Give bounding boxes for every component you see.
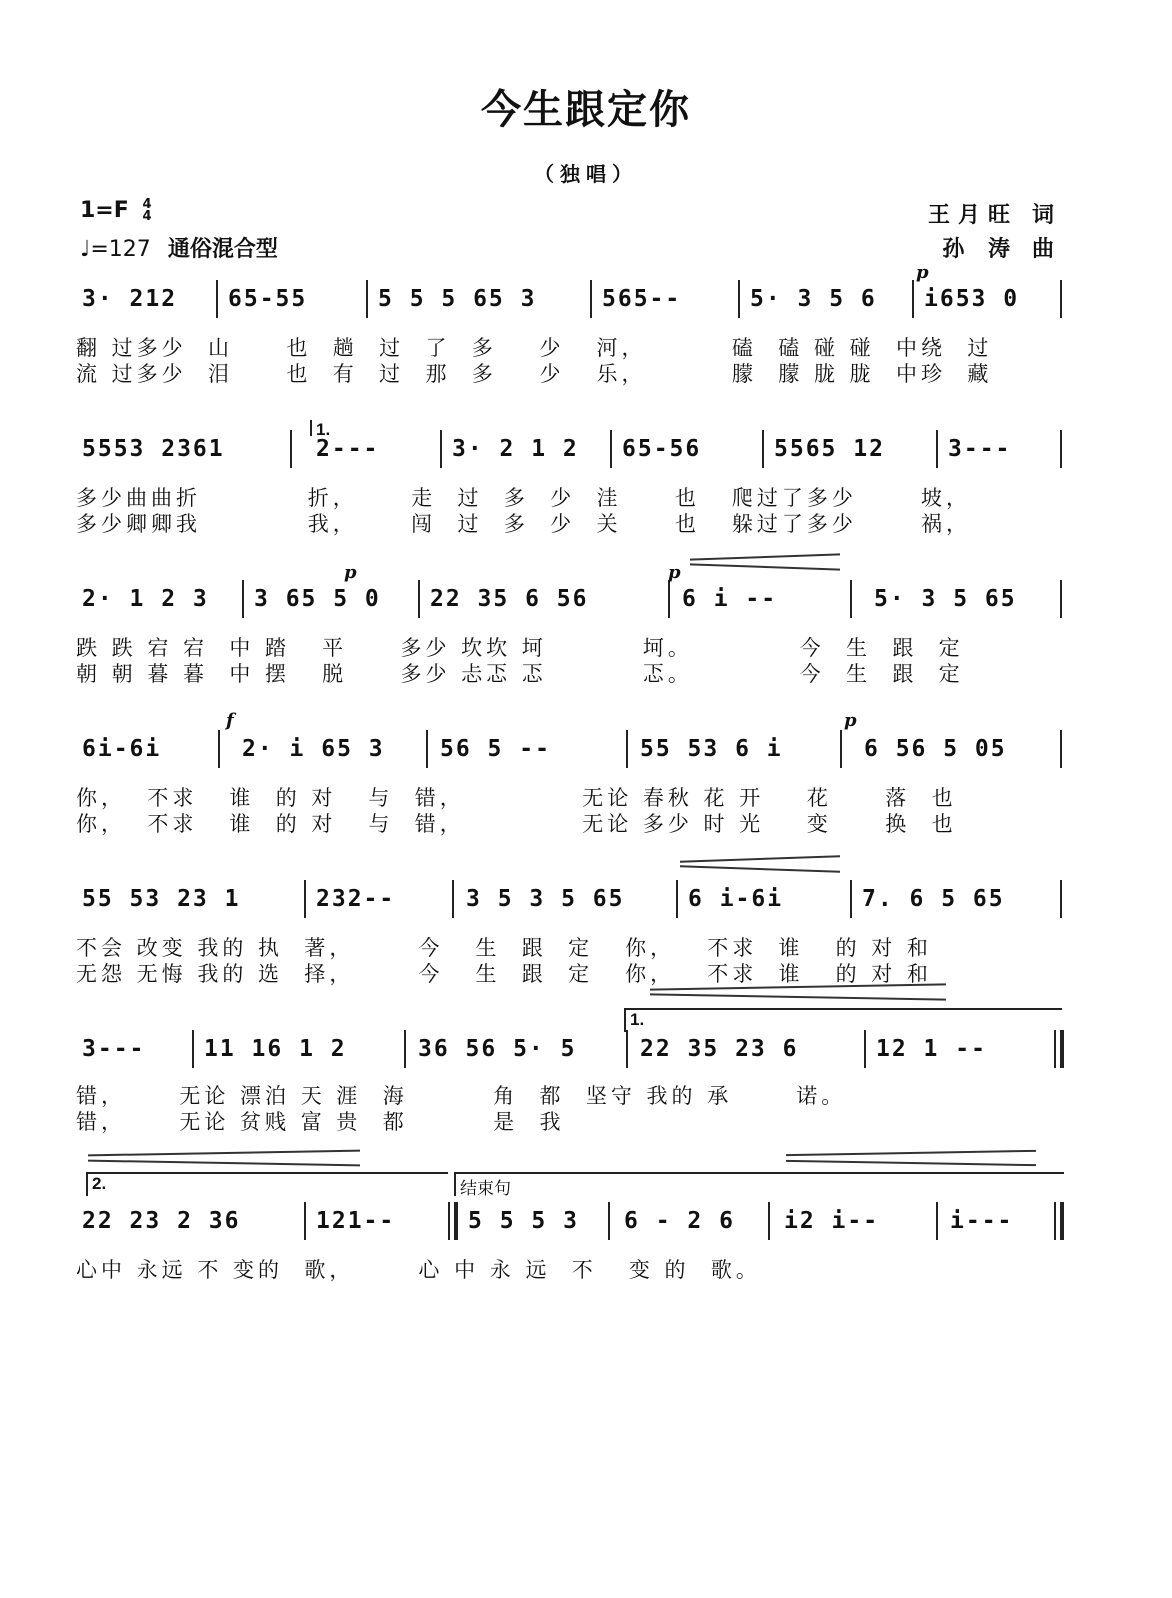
time-signature-bottom: 4 (142, 209, 152, 224)
decrescendo-hairpin (786, 1160, 1036, 1166)
barline (404, 1030, 406, 1068)
measure: 3 65 5 0 (254, 586, 381, 612)
barline (850, 580, 852, 618)
measure: 6 56 5 05 (864, 736, 1007, 762)
measure: 7. 6 5 65 (862, 886, 1005, 912)
barline (610, 430, 612, 468)
barline (738, 280, 740, 318)
tempo-value: ♩=127 (80, 237, 151, 262)
final-barline (454, 1202, 458, 1240)
measure: 232-- (316, 886, 396, 912)
lyrics-line-3-verse-2: 朝 朝 暮 暮 中 摆 脱 多少 忐忑 忑 忑。 今 生 跟 定 (76, 662, 964, 686)
barline (912, 280, 914, 318)
measure: 5 5 5 65 3 (378, 286, 537, 312)
time-signature (142, 199, 151, 223)
ending-phrase-bracket: 结束句 (454, 1172, 1064, 1196)
dynamic-piano: p (844, 710, 857, 731)
measure: 3 5 3 5 65 (466, 886, 625, 912)
barline (304, 1202, 306, 1240)
repeat-barline (1054, 1030, 1056, 1068)
dynamic-piano: p (668, 562, 681, 583)
barline (850, 880, 852, 918)
lyrics-line-2-verse-1: 多少曲曲折 折， 走 过 多 少 洼 也 爬过了多少 坡， (76, 486, 971, 510)
barline (840, 730, 842, 768)
dynamic-forte: f (226, 710, 234, 731)
crescendo-hairpin (650, 993, 946, 1000)
barline (242, 580, 244, 618)
lyrics-line-5-verse-2: 无怨 无悔 我的 选 择， 今 生 跟 定 你， 不求 谁 的 对 和 (76, 962, 932, 986)
decrescendo-hairpin (680, 865, 840, 873)
dynamic-piano: p (344, 562, 357, 583)
measure: 3· 2 1 2 (452, 436, 579, 462)
measure: 5565 12 (774, 436, 885, 462)
barline (864, 1030, 866, 1068)
barline (626, 730, 628, 768)
barline (426, 730, 428, 768)
barline (192, 1030, 194, 1068)
lyrics-line-1-verse-1: 翻 过多少 山 也 趟 过 了 多 少 河， 磕 磕 碰 碰 中绕 过 (76, 336, 993, 360)
measure: i--- (950, 1208, 1014, 1234)
measure: 56 5 -- (440, 736, 551, 762)
measure: 22 35 6 56 (430, 586, 589, 612)
decrescendo-hairpin (690, 553, 840, 560)
measure: 22 35 23 6 (640, 1036, 799, 1062)
decrescendo-hairpin (690, 563, 840, 570)
measure: 2--- (316, 436, 380, 462)
final-barline (1054, 1202, 1056, 1240)
lyrics-line-4-verse-1: 你， 不求 谁 的 对 与 错， 无论 春秋 花 开 花 落 也 (76, 786, 957, 810)
barline (590, 280, 592, 318)
measure: 5· 3 5 65 (874, 586, 1017, 612)
barline (626, 1030, 628, 1068)
decrescendo-hairpin (786, 1150, 1036, 1156)
notation-line-3 (78, 586, 1068, 620)
barline (304, 880, 306, 918)
dynamic-piano: p (916, 262, 929, 283)
barline (440, 430, 442, 468)
measure: 6i-6i (82, 736, 162, 762)
barline (936, 430, 938, 468)
decrescendo-hairpin (680, 855, 840, 863)
barline (768, 1202, 770, 1240)
measure: 65-55 (228, 286, 308, 312)
measure: 6 - 2 6 (624, 1208, 735, 1234)
style-label: 通俗混合型 (167, 237, 278, 262)
measure: 65-56 (622, 436, 702, 462)
barline (216, 280, 218, 318)
measure: 3--- (82, 1036, 146, 1062)
barline (762, 430, 764, 468)
page-title: 今生跟定你 (481, 87, 691, 133)
key-signature (80, 198, 152, 223)
measure: 11 16 1 2 (204, 1036, 347, 1062)
final-barline (1060, 1202, 1064, 1240)
lyrics-line-2-verse-2: 多少卿卿我 我， 闯 过 多 少 关 也 躲过了多少 祸， (76, 512, 971, 536)
lyricist-name: 王月旺 (927, 203, 1018, 228)
measure: 6 i -- (682, 586, 778, 612)
barline (452, 880, 454, 918)
notation-line-4 (78, 736, 1068, 770)
measure: 6 i-6i (688, 886, 784, 912)
volta-first-ending: 1. (624, 1008, 1062, 1032)
subtitle: （独唱） (534, 162, 638, 186)
lyricist-role: 词 (1031, 203, 1062, 228)
measure: 121-- (316, 1208, 396, 1234)
lyrics-line-1-verse-2: 流 过多少 泪 也 有 过 那 多 少 乐， 朦 朦 胧 胧 中珍 藏 (76, 362, 993, 386)
measure: 55 53 23 1 (82, 886, 241, 912)
composer-credit (942, 232, 1062, 263)
measure: 12 1 -- (876, 1036, 987, 1062)
decrescendo-hairpin (88, 1160, 360, 1167)
lyrics-line-6-verse-1: 错， 无论 漂泊 天 涯 海 角 都 坚守 我的 承 诺。 (76, 1084, 847, 1108)
barline (1060, 430, 1062, 468)
barline (418, 580, 420, 618)
barline (608, 1202, 610, 1240)
measure: 5 5 5 3 (468, 1208, 579, 1234)
time-signature-top: 4 (142, 197, 152, 212)
measure: 5· 3 5 6 (750, 286, 877, 312)
barline (676, 880, 678, 918)
volta-second-ending: 2. (86, 1172, 448, 1196)
barline (218, 730, 220, 768)
notation-line-2 (78, 436, 1068, 470)
measure: 5553 2361 (82, 436, 225, 462)
measure: i2 i-- (784, 1208, 880, 1234)
key-label: 1=F (80, 198, 129, 223)
composer-role: 曲 (1031, 237, 1062, 262)
measure: i653 0 (924, 286, 1020, 312)
notation-line-5 (78, 886, 1068, 920)
measure: 55 53 6 i (640, 736, 783, 762)
measure: 36 56 5· 5 (418, 1036, 577, 1062)
notation-line-1 (78, 286, 1068, 320)
lyrics-line-4-verse-2: 你， 不求 谁 的 对 与 错， 无论 多少 时 光 变 换 也 (76, 812, 957, 836)
lyrics-line-3-verse-1: 跌 跌 宕 宕 中 踏 平 多少 坎坎 坷 坷。 今 生 跟 定 (76, 636, 964, 660)
barline (290, 430, 292, 468)
notation-line-6 (78, 1036, 1068, 1070)
lyrics-line-5-verse-1: 不会 改变 我的 执 著， 今 生 跟 定 你， 不求 谁 的 对 和 (76, 936, 932, 960)
barline (366, 280, 368, 318)
notation-line-7 (78, 1208, 1068, 1242)
decrescendo-hairpin (88, 1150, 360, 1157)
final-barline (448, 1202, 450, 1240)
tempo-marking (80, 232, 278, 263)
barline (1060, 280, 1062, 318)
measure: 565-- (602, 286, 682, 312)
barline (1060, 580, 1062, 618)
measure: 2· 1 2 3 (82, 586, 209, 612)
lyrics-line-6-verse-2: 错， 无论 贫贱 富 贵 都 是 我 (76, 1110, 565, 1134)
lyrics-line-7-verse-1: 心中 永远 不 变的 歌， 心 中 永 远 不 变 的 歌。 (76, 1258, 761, 1282)
barline (668, 580, 670, 618)
repeat-barline (1060, 1030, 1064, 1068)
measure: 3--- (948, 436, 1012, 462)
composer-name: 孙 涛 (942, 237, 1018, 262)
volta-first-mark: 1. (310, 420, 330, 436)
lyricist-credit (928, 198, 1062, 229)
measure: 22 23 2 36 (82, 1208, 241, 1234)
measure: 2· i 65 3 (242, 736, 385, 762)
measure: 3· 212 (82, 286, 178, 312)
barline (1060, 730, 1062, 768)
barline (1060, 880, 1062, 918)
barline (936, 1202, 938, 1240)
